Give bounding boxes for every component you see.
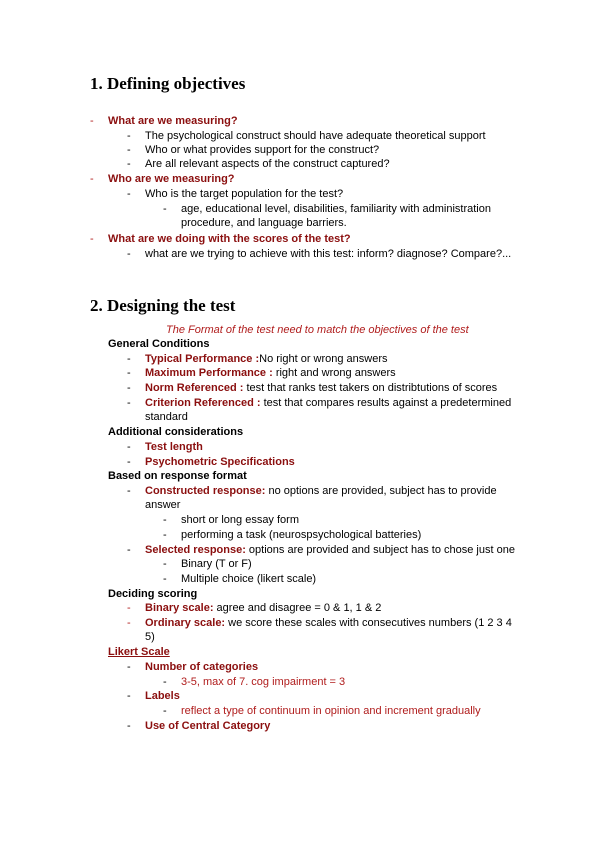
list-item: Who is the target population for the test?: [145, 188, 344, 200]
bullet-dash: -: [163, 529, 167, 541]
list-item: [145, 381, 497, 395]
bullet-dash: -: [127, 602, 131, 614]
bullet-dash: -: [127, 130, 131, 142]
bullet-dash: -: [163, 558, 167, 570]
likert-scale-heading: Likert Scale: [108, 646, 170, 658]
list-item: [145, 352, 388, 366]
term-text: No right or wrong answers: [259, 353, 388, 365]
list-item: what are we trying to achieve with this test: inform? diagnose? Compare?...: [145, 248, 512, 260]
term: Ordinary scale:: [145, 617, 226, 629]
question-what-measuring: What are we measuring?: [108, 115, 238, 127]
list-item: reflect a type of continuum in opinion and increment gradually: [181, 705, 481, 717]
term-text: we score these scales with consecutives numbers (1 2 3 4: [225, 617, 512, 629]
list-item: [145, 484, 497, 498]
deciding-scoring-heading: Deciding scoring: [108, 588, 198, 600]
bullet-dash: -: [127, 544, 131, 556]
section-2-number: 2.: [90, 296, 103, 315]
bullet-dash: -: [163, 514, 167, 526]
list-item: Test length: [145, 441, 203, 453]
response-format-heading: Based on response format: [108, 470, 247, 482]
bullet-dash: -: [127, 144, 131, 156]
bullet-dash: -: [127, 248, 131, 260]
list-item: short or long essay form: [181, 514, 299, 526]
bullet-dash: -: [127, 661, 131, 673]
bullet-dash: -: [163, 705, 167, 717]
term-text: test that compares results against a predetermined: [260, 397, 512, 409]
list-item: The psychological construct should have adequate theoretical support: [145, 130, 486, 142]
list-item: Who or what provides support for the construct?: [145, 144, 380, 156]
list-item: age, educational level, disabilities, familiarity with administration: [181, 203, 491, 215]
term: Selected response:: [145, 544, 246, 556]
bullet-dash: -: [127, 367, 131, 379]
term-text: no options are provided, subject has to provide: [265, 485, 497, 497]
question-what-doing: What are we doing with the scores of the test?: [108, 233, 351, 245]
term: Typical Performance :: [145, 353, 260, 365]
term-text: options are provided and subject has to chose just one: [245, 544, 515, 556]
bullet-dash: -: [127, 158, 131, 170]
term: Norm Referenced :: [145, 382, 244, 394]
bullet-dash: -: [127, 720, 131, 732]
bullet-dash: -: [127, 441, 131, 453]
format-note: The Format of the test need to match the objectives of the test: [166, 324, 469, 336]
general-conditions-heading: General Conditions: [108, 338, 210, 350]
term-text: test that ranks test takers on distribtutions of scores: [243, 382, 498, 394]
question-who-measuring: Who are we measuring?: [108, 173, 235, 185]
list-item: performing a task (neurospsychological batteries): [181, 529, 422, 541]
list-item-continuation: procedure, and language barriers.: [181, 217, 347, 229]
section-2-title: Designing the test: [107, 296, 236, 315]
bullet-dash: -: [127, 397, 131, 409]
term: Maximum Performance :: [145, 367, 273, 379]
list-item: Labels: [145, 690, 180, 702]
bullet-dash: -: [163, 573, 167, 585]
list-item: [145, 543, 515, 557]
additional-considerations-heading: Additional considerations: [108, 426, 244, 438]
bullet-dash: -: [127, 382, 131, 394]
bullet-dash: -: [127, 353, 131, 365]
bullet-dash: -: [127, 690, 131, 702]
term: Constructed response:: [145, 485, 266, 497]
bullet-dash: -: [90, 233, 94, 245]
bullet-dash: -: [127, 485, 131, 497]
bullet-dash: -: [127, 188, 131, 200]
term-text: right and wrong answers: [272, 367, 396, 379]
list-item: Binary (T or F): [181, 558, 252, 570]
list-item: Number of categories: [145, 661, 259, 673]
bullet-dash: -: [163, 203, 167, 215]
list-item: [145, 366, 396, 380]
list-item: Multiple choice (likert scale): [181, 573, 317, 585]
list-item: [145, 601, 381, 615]
bullet-dash: -: [127, 456, 131, 468]
bullet-dash: -: [90, 115, 94, 127]
bullet-dash: -: [127, 617, 131, 629]
list-item-continuation: 5): [145, 631, 155, 643]
section-1-number: 1.: [90, 74, 103, 93]
bullet-dash: -: [90, 173, 94, 185]
term: Criterion Referenced :: [145, 397, 261, 409]
term: Binary scale:: [145, 602, 214, 614]
term-text: agree and disagree = 0 & 1, 1 & 2: [213, 602, 382, 614]
list-item: [145, 396, 511, 410]
section-2-heading: [90, 296, 235, 316]
list-item: Are all relevant aspects of the construct captured?: [145, 158, 390, 170]
list-item: Use of Central Category: [145, 720, 271, 732]
list-item: [145, 616, 512, 630]
list-item: Psychometric Specifications: [145, 456, 295, 468]
section-1-title: Defining objectives: [107, 74, 246, 93]
section-1-heading: [90, 74, 245, 94]
list-item-continuation: standard: [145, 411, 188, 423]
list-item-continuation: answer: [145, 499, 181, 511]
bullet-dash: -: [163, 676, 167, 688]
list-item: 3-5, max of 7. cog impairment = 3: [181, 676, 346, 688]
